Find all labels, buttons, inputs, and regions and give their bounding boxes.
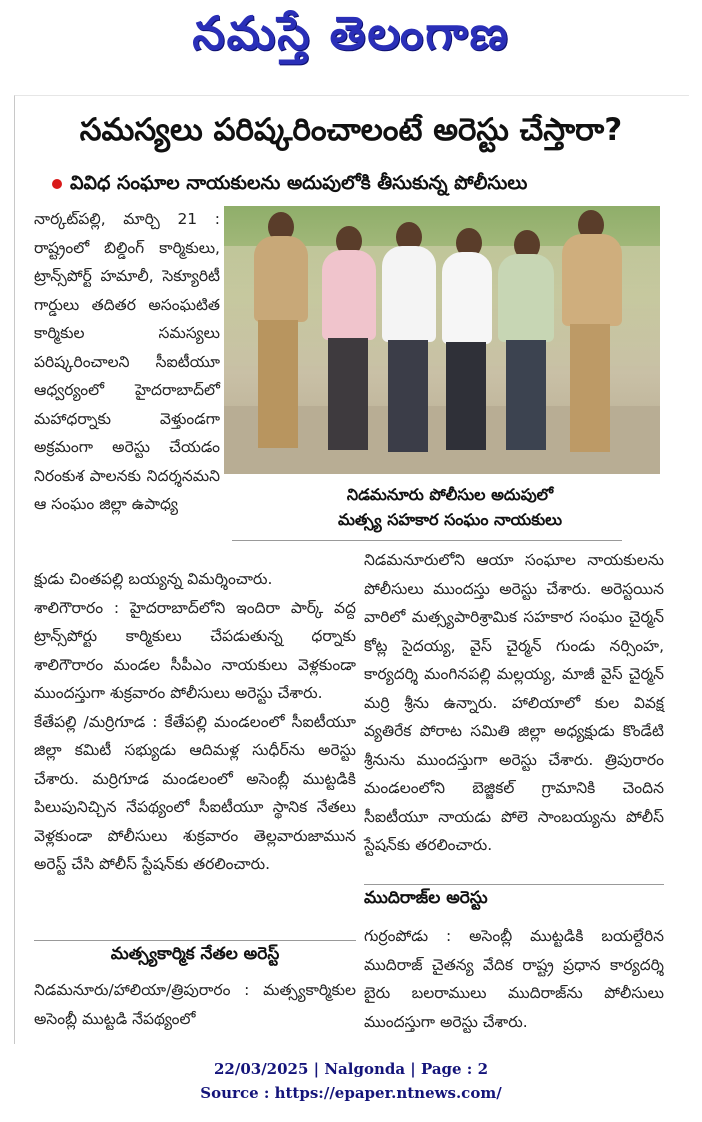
subhead-text: వివిధ సంఘాల నాయకులను అదుపులోకి తీసుకున్న పోలీసులు (70, 172, 528, 194)
footer-date-line: 22/03/2025 | Nalgonda | Page : 2 (213, 1060, 489, 1078)
person-legs (388, 340, 428, 452)
caption-divider (232, 540, 622, 541)
police-officer-figure (254, 236, 308, 322)
person-figure (322, 250, 376, 340)
police-officer-figure (562, 234, 622, 326)
bullet-icon (52, 179, 62, 189)
section-divider (34, 940, 356, 941)
person-legs (570, 324, 610, 452)
section1-text: నిడమనూరు/హాలియా/త్రిపురారం : మత్స్యకార్మికుల అసెంబ్లీ ముట్టడి నేపథ్యంలో (34, 981, 356, 1028)
person-figure (442, 252, 492, 344)
column2-para-1: నిడమనూరులోని ఆయా సంఘాల నాయకులను పోలీసులు ముందస్తు అరెస్టు చేశారు. అరెస్టయిన వారిలో మత్స్యపారిశ్రామిక సహకార సంఘం చైర్మన్ కోట్ల సైదయ్య, వైస్ చైర్మన్ గుండు నర్సింహ, కార్యదర్శి మంగినపల్లి మల్లయ్య, మాజీ వైస్ చైర్మన్ మర్రి శ్రీను ఉన్నారు. హాలియాలో కుల వివక్ష వ్యతిరేక పోరాట సమితి జిల్లా అధ్యక్షుడు కొండేటి శ్రీనును ముందస్తుగా అరెస్టు చేశారు. త్రిపురారం మండలంలోని బెజ్జికల్ గ్రామానికి చెందిన సీఐటీయూ నాయడు పోలె సాంబయ్యను పోలీస్ స్టేషన్‌కు తరలించారు. (364, 551, 664, 854)
caption-line-1: నిడమనూరు పోలీసుల అదుపులో (346, 485, 554, 504)
column1-bottom (34, 565, 356, 879)
person-legs (258, 320, 298, 448)
person-figure (382, 246, 436, 342)
section1-heading: మత్స్యకార్మిక నేతల అరెస్ట్ (110, 944, 280, 964)
column1-para-1: క్షుడు చింతపల్లి బయ్యన్న విమర్శించారు. (34, 570, 273, 588)
section-divider (364, 884, 664, 885)
column1-para-3: కేతేపల్లి /మర్రిగూడ : కేతేపల్లి మండలంలో సీఐటీయూ జిల్లా కమిటీ సభ్యుడు ఆదిమళ్ల సుధీర్‌ను అరెస్టు చేశారు. మర్రిగూడ మండలంలో అసెంబ్లీ ముట్టడికి పిలుపునిచ్చిన నేపథ్యంలో సీఐటీయూ స్థానిక నేతలు వెళ్లకుండా పోలీసులు శుక్రవారం తెల్లవారుజామున అరెస్ట్ చేసి పోలీస్ స్టేషన్‌కు తరలించారు. (34, 712, 356, 873)
person-legs (506, 340, 546, 450)
column2 (364, 546, 664, 860)
column1-top (34, 205, 220, 519)
person-figure (498, 254, 554, 342)
photo-caption (300, 482, 600, 532)
section2-body (364, 922, 664, 1036)
news-photo (224, 206, 660, 474)
section2-heading: ముదిరాజ్‌ల అరెస్టు (364, 888, 488, 908)
article-subhead (52, 172, 682, 199)
section2-text: గుర్రంపోడు : అసెంబ్లీ ముట్టడికి బయల్దేరిన ముదిరాజ్ చైతన్య వేదిక రాష్ట్ర ప్రధాన కార్యదర్శి బైరు బలరాములు ముదిరాజ్‌ను పోలీసులు ముందస్తుగా అరెస్టు చేశారు. (364, 927, 664, 1031)
person-legs (328, 338, 368, 450)
section1-body (34, 976, 356, 1033)
footer-source-line: Source : https://epaper.ntnews.com/ (200, 1084, 502, 1102)
person-legs (446, 342, 486, 450)
article-headline: సమస్యలు పరిష్కరించాలంటే అరెస్టు చేస్తారా? (79, 112, 623, 148)
column1-para-2: శాలిగౌరారం : హైదరాబాద్‌లోని ఇందిరా పార్క్ వద్ద ట్రాన్స్‌పోర్టు కార్మికులు చేపడుతున్న ధర్నాకు శాలిగౌరారం మండల సీపీఎం నాయకులు వెళ్లకుండా ముందస్తుగా శుక్రవారం పోలీసులు అరెస్టు చేశారు. (34, 598, 356, 702)
caption-line-2: మత్స్య సహకార సంఘం నాయకులు (338, 510, 562, 529)
column1-top-text: నార్కట్‌పల్లి, మార్చి 21 : రాష్ట్రంలో బిల్డింగ్ కార్మికులు, ట్రాన్స్‌పోర్ట్ హమాలీ, సెక్యూరిటీ గార్డులు తదితర అసంఘటిత కార్మికుల సమస్యలు పరిష్కరించాలని సీఐటీయూ ఆధ్వర్యంలో హైదరాబాద్‌లో మహాధర్నాకు వెళ్తుండగా అక్రమంగా అరెస్టు చేయడం నిరంకుశ పాలనకు నిదర్శనమని ఆ సంఘం జిల్లా ఉపాధ్య (34, 210, 220, 513)
masthead-logo: నమస్తే తెలంగాణ (192, 6, 510, 60)
